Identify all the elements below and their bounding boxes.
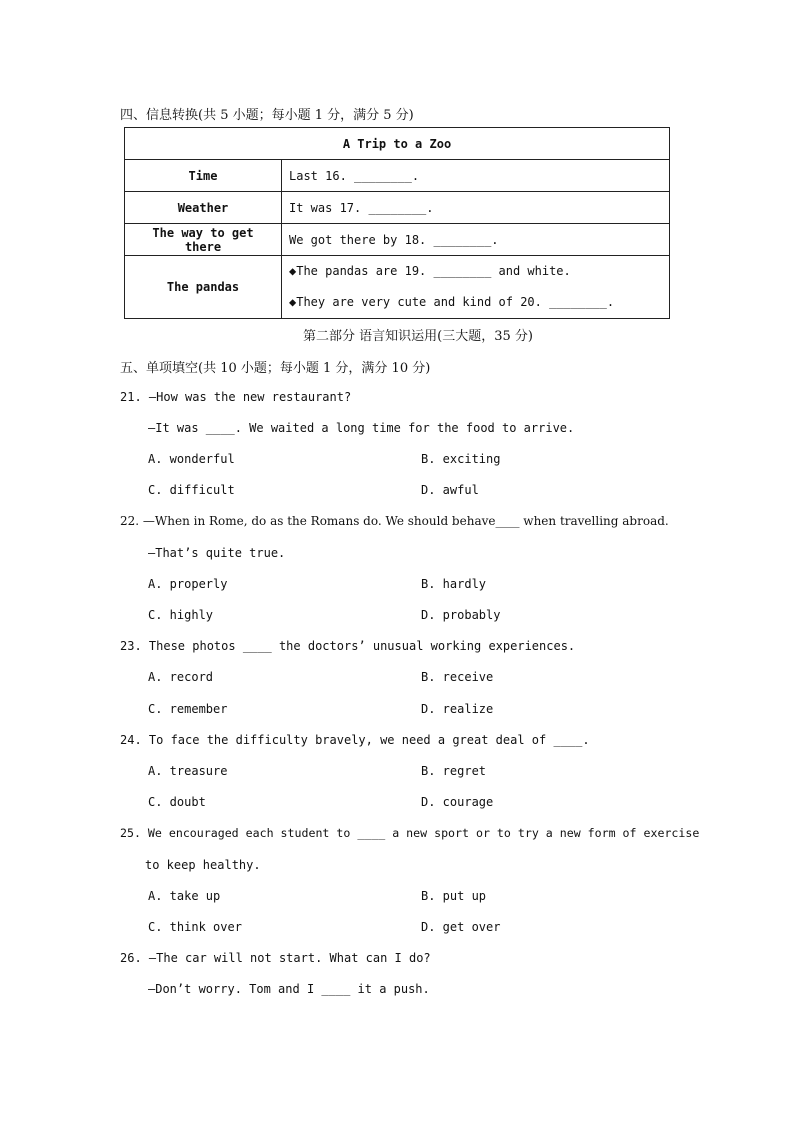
table-row (125, 256, 670, 319)
row-label: The pandas (125, 256, 282, 319)
option-a: A. take up (148, 889, 221, 903)
table-row (125, 224, 670, 256)
option-a: A. treasure (148, 764, 228, 778)
option-d: D. realize (421, 702, 494, 716)
question-line: —That’s quite true. (148, 546, 286, 560)
question-stem: 23. These photos ____ the doctors’ unusual working experiences. (120, 639, 576, 653)
option-a: A. properly (148, 577, 228, 591)
row-label: Time (125, 160, 282, 192)
section-4-title: 四、信息转换(共 5 小题；每小题 1 分，满分 5 分) (120, 108, 414, 123)
option-c: C. think over (148, 920, 242, 934)
question-stem: 21. —How was the new restaurant? (120, 390, 352, 404)
option-b: B. put up (421, 889, 487, 903)
option-b: B. hardly (421, 577, 487, 591)
option-b: B. exciting (421, 452, 501, 466)
option-c: C. highly (148, 608, 214, 622)
option-d: D. get over (421, 920, 501, 934)
table-row (125, 160, 670, 192)
trip-info-table (124, 127, 670, 319)
option-c: C. difficult (148, 483, 235, 497)
option-a: A. wonderful (148, 452, 235, 466)
option-b: B. regret (421, 764, 487, 778)
table-heading: A Trip to a Zoo (125, 128, 670, 160)
question-line: —It was ____. We waited a long time for the food to arrive. (148, 421, 575, 435)
option-b: B. receive (421, 670, 494, 684)
option-d: D. awful (421, 483, 479, 497)
row-label: The way to get there (125, 224, 282, 256)
option-c: C. remember (148, 702, 228, 716)
row-content (282, 256, 670, 319)
option-c: C. doubt (148, 795, 206, 809)
row-content: We got there by 18. ________. (282, 224, 670, 256)
question-stem: 22. —When in Rome, do as the Romans do. We should behave____ when travelling abroad. (120, 514, 669, 528)
question-stem: 25. We encouraged each student to ____ a new sport or to try a new form of exercise (120, 826, 700, 840)
pandas-line-2: ◆They are very cute and kind of 20. ________. (289, 295, 615, 309)
part-2-title: 第二部分 语言知识运用(三大题，35 分) (303, 329, 533, 344)
row-content: Last 16. ________. (282, 160, 670, 192)
table-row (125, 192, 670, 224)
section-5-title: 五、单项填空(共 10 小题；每小题 1 分，满分 10 分) (120, 361, 431, 376)
row-content: It was 17. ________. (282, 192, 670, 224)
question-stem: 24. To face the difficulty bravely, we need a great deal of ____. (120, 733, 590, 747)
option-d: D. probably (421, 608, 501, 622)
pandas-line-1: ◆The pandas are 19. ________ and white. (289, 264, 571, 278)
question-stem: 26. —The car will not start. What can I do? (120, 951, 431, 965)
option-d: D. courage (421, 795, 494, 809)
question-line: to keep healthy. (145, 858, 261, 872)
question-line: —Don’t worry. Tom and I ____ it a push. (148, 982, 430, 996)
row-label: Weather (125, 192, 282, 224)
option-a: A. record (148, 670, 214, 684)
